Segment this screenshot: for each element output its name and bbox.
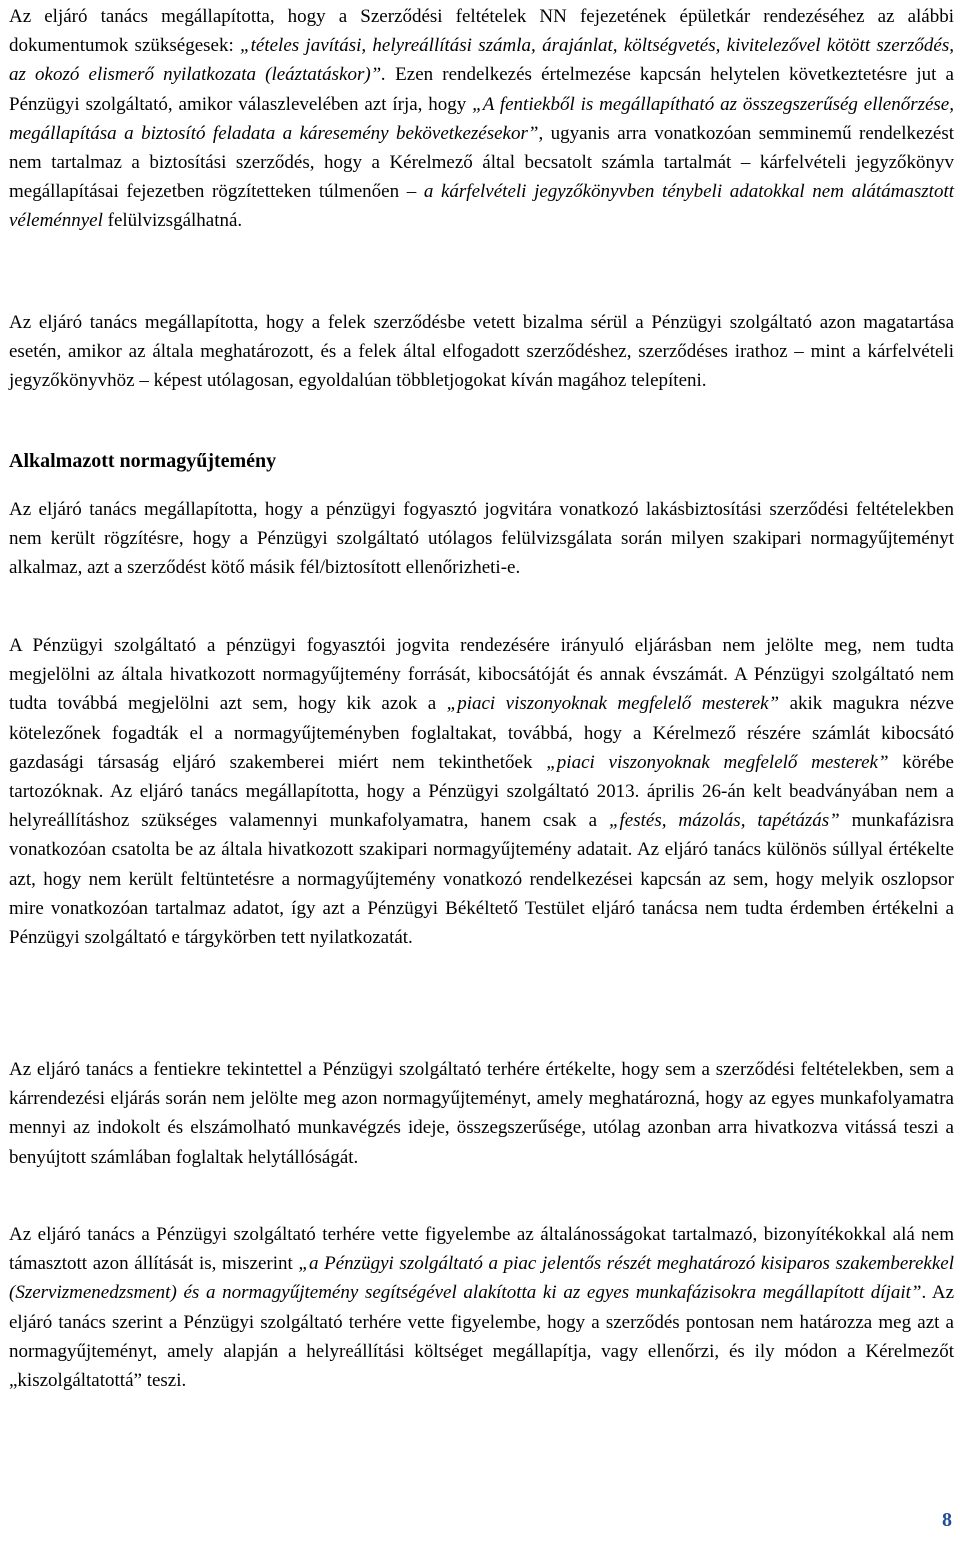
paragraph-text: Ezen rendelkezés értelmezése kapcsán helytelen következtetésre jut a Pénzügyi szolgáltató, amikor válaszlevelében azt írja, hogy — [9, 64, 954, 115]
paragraph-text: munkafázisra vonatkozóan csatolta be az általa hivatkozott szakipari normagyűjtemény adatait. Az eljáró tanács különös súllyal értékelte azt, hogy nem került feltüntetésre a normagyűjtemény vonatkozó rendelkezései kapcsán az sem, hogy melyik oszlopsor mire vonatkozóan tartalmaz adatot, így azt a Pénzügyi Békéltető Testület eljáró tanácsa nem tudta érdemben értékelni a Pénzügyi szolgáltató e tárgykörben tett nyilatkozatát. — [9, 810, 954, 949]
paragraph-text: felülvizsgálhatná. — [102, 210, 243, 232]
page-number: 8 — [942, 1509, 952, 1531]
section-heading: Alkalmazott normagyűjtemény — [9, 450, 277, 472]
italic-quote: „festés, mázolás, tapétázás” — [608, 810, 840, 832]
paragraph-text: A Pénzügyi szolgáltató a pénzügyi fogyasztói jogvita rendezésére irányuló eljárásban nem jelölte meg, nem tudta megjelölni az általa hivatkozott normagyűjtemény forrását, kibocsátóját és annak évszámát. A Pénzügyi szolgáltató nem tudta továbbá megjelölni azt sem, hogy kik azok a — [9, 635, 954, 715]
paragraph-text: Az eljáró tanács megállapította, hogy a pénzügyi fogyasztó jogvitára vonatkozó lakásbiztosítási szerződési feltételekben nem került rögzítésre, hogy a Pénzügyi szolgáltató utólagos felülvizsgálata során milyen szakipari normagyűjteményt alkalmaz, azt a szerződést kötő másik fél/biztosított ellenőrizheti-e. — [9, 499, 954, 579]
italic-quote: „tételes javítási, helyreállítási számla, árajánlat, költségvetés, kivitelezővel kötött szerződés, az okozó elismerő nyilatkozata (leáztatáskor)”. — [9, 35, 954, 86]
italic-quote: „a Pénzügyi szolgáltató a piac jelentős részét meghatározó kisiparos szakemberekkel (Szervizmenedzsment) és a normagyűjtemény segítségével alakította ki az egyes munkafázisokra megállapított díjait” — [9, 1253, 955, 1304]
paragraph-3 — [9, 495, 954, 583]
paragraph-text: . Az eljáró tanács szerint a Pénzügyi szolgáltató terhére vette figyelembe, hogy a szerződés pontosan nem határozza meg azt a normagyűjteményt, amely alapján a helyreállítási költséget megállapítja, vagy ellenőrzi, és ily módon a Kérelmezőt „kiszolgáltatottá” teszi. — [9, 1282, 955, 1392]
paragraph-6 — [9, 1220, 954, 1395]
paragraph-text: Az eljáró tanács a Pénzügyi szolgáltató terhére vette figyelembe az általánosságokat tartalmazó, bizonyítékokkal alá nem támasztott azon állítását is, miszerint — [9, 1224, 954, 1275]
paragraph-text: Az eljáró tanács a fentiekre tekintettel a Pénzügyi szolgáltató terhére értékelte, hogy sem a szerződési feltételekben, sem a kárrendezési eljárás során nem jelölte meg azon normagyűjteményt, amely meghatározná, hogy az egyes munkafolyamatra mennyi az indokolt és elszámolható munkavégzés ideje, összegszerűsége, utólag azonban arra hivatkozva vitássá teszi a benyújtott számlában foglaltak helytállóságát. — [9, 1059, 954, 1168]
paragraph-2 — [9, 308, 954, 396]
paragraph-1 — [9, 2, 954, 236]
paragraph-text: körébe tartozóknak. Az eljáró tanács megállapította, hogy a Pénzügyi szolgáltató 2013. április 26-án kelt beadványában nem a helyreállításhoz szükséges valamennyi munkafolyamatra, hanem csak a — [9, 751, 954, 832]
italic-quote: „A fentiekből is megállapítható az összegszerűség ellenőrzése, megállapítása a biztosító feladata a káresemény bekövetkezésekor” — [9, 93, 954, 144]
italic-quote: a kárfelvételi jegyzőkönyvben ténybeli adatokkal nem alátámasztott véleménnyel — [9, 181, 954, 232]
paragraph-text: , ugyanis arra vonatkozóan semminemű rendelkezést nem tartalmaz a biztosítási szerződés, hogy a Kérelmező által becsatolt számla tartalmát – kárfelvételi jegyzőkönyv megállapításai fejezetben rögzítetteken túlmenően – — [9, 122, 954, 203]
paragraph-4 — [9, 631, 954, 952]
paragraph-text: Az eljáró tanács megállapította, hogy a felek szerződésbe vetett bizalma sérül a Pénzügyi szolgáltató azon magatartása esetén, amikor az általa meghatározott, és a felek által elfogadott szerződéshez, szerződéses irathoz – mint a kárfelvételi jegyzőkönyvhöz – képest utólagosan, egyoldalúan többletjogokat kíván magához telepíteni. — [9, 312, 954, 392]
paragraph-text: akik magukra nézve kötelezőnek fogadták el a normagyűjteményben foglaltakat, továbbá, hogy a Kérelmező részére számlát kibocsátó gazdasági társaság eljáró szakemberei miért nem tekinthetőek — [9, 693, 954, 773]
italic-quote: „piaci viszonyoknak megfelelő mesterek” — [546, 751, 889, 773]
paragraph-5 — [9, 1055, 954, 1172]
paragraph-text: Az eljáró tanács megállapította, hogy a Szerződési feltételek NN fejezetének épületkár rendezéséhez az alábbi dokumentumok szükségesek: — [9, 6, 954, 57]
italic-quote: „piaci viszonyoknak megfelelő mesterek” — [446, 693, 780, 715]
